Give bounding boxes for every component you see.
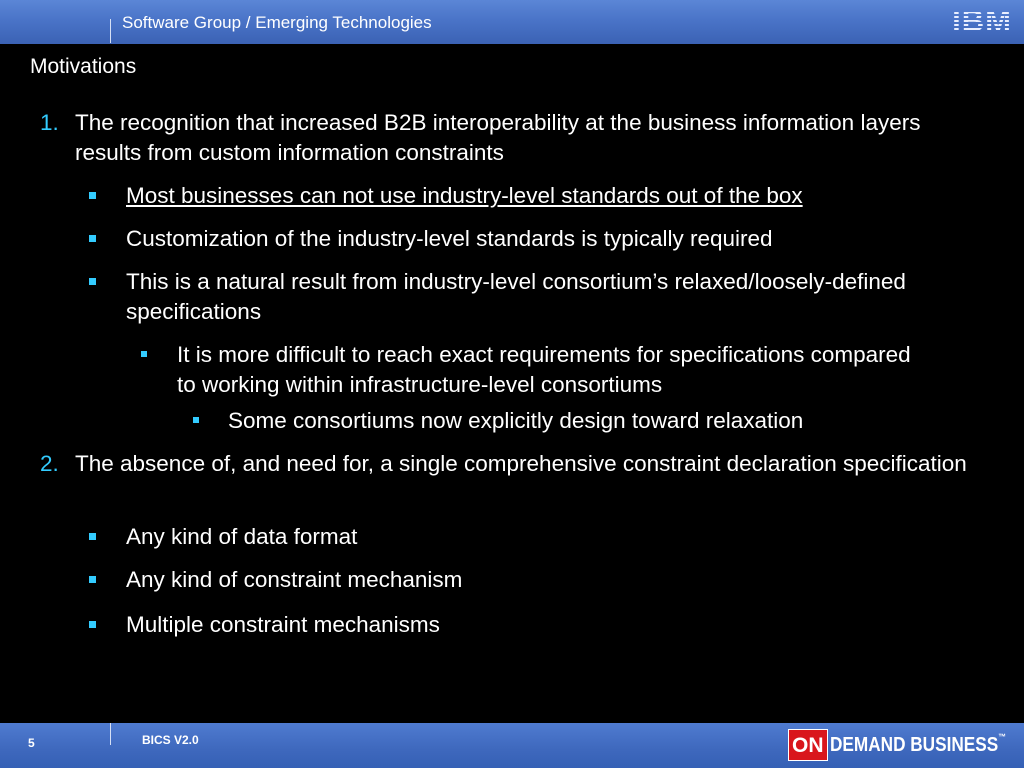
brand-text-label: DEMAND BUSINESS: [829, 734, 998, 756]
item-text: Customization of the industry-level standards is typically required: [126, 226, 773, 251]
on-demand-business-logo: [788, 729, 1024, 761]
footer-divider: [110, 723, 111, 745]
list-item: [40, 108, 980, 168]
item-text: Any kind of constraint mechanism: [126, 567, 463, 592]
square-bullet-icon: [89, 576, 96, 583]
trademark-symbol: ™: [997, 732, 1006, 742]
item-text: Some consortiums now explicitly design toward relaxation: [228, 408, 804, 433]
list-item: [192, 406, 952, 436]
square-bullet-icon: [89, 533, 96, 540]
square-bullet-icon: [89, 235, 96, 242]
list-item: [140, 340, 920, 400]
item-text: Multiple constraint mechanisms: [126, 612, 440, 637]
list-item: [40, 449, 970, 479]
item-text: It is more difficult to reach exact requirements for specifications compared to working within infrastructure-level consortiums: [177, 342, 911, 397]
list-item: [88, 267, 948, 327]
footer-label: BICS V2.0: [142, 733, 199, 747]
item-text: The recognition that increased B2B interoperability at the business information layers results from custom information constraints: [75, 110, 921, 165]
header-bar: [0, 0, 1024, 44]
slide-title: Motivations: [30, 55, 137, 78]
header-title: Software Group / Emerging Technologies: [122, 13, 432, 32]
item-text: This is a natural result from industry-level consortium’s relaxed/loosely-defined specifications: [126, 269, 906, 324]
brand-text: [830, 729, 1006, 761]
square-bullet-icon: [89, 621, 96, 628]
brand-on-box: ON: [788, 729, 828, 761]
item-number: 2.: [40, 451, 59, 476]
list-item: [88, 181, 968, 211]
item-text: Most businesses can not use industry-level standards out of the box: [126, 183, 803, 208]
list-item: [88, 565, 968, 595]
list-item: [88, 610, 968, 640]
header-divider: [110, 19, 111, 43]
square-bullet-icon: [141, 351, 147, 357]
item-text: The absence of, and need for, a single comprehensive constraint declaration specification: [75, 451, 967, 476]
item-number: 1.: [40, 110, 59, 135]
page-number: 5: [28, 736, 35, 750]
list-item: [88, 224, 968, 254]
footer-bar: [0, 723, 1024, 768]
square-bullet-icon: [89, 278, 96, 285]
ibm-logo: IBM: [952, 3, 1012, 38]
list-item: [88, 522, 968, 552]
square-bullet-icon: [89, 192, 96, 199]
square-bullet-icon: [193, 417, 199, 423]
item-text: Any kind of data format: [126, 524, 358, 549]
